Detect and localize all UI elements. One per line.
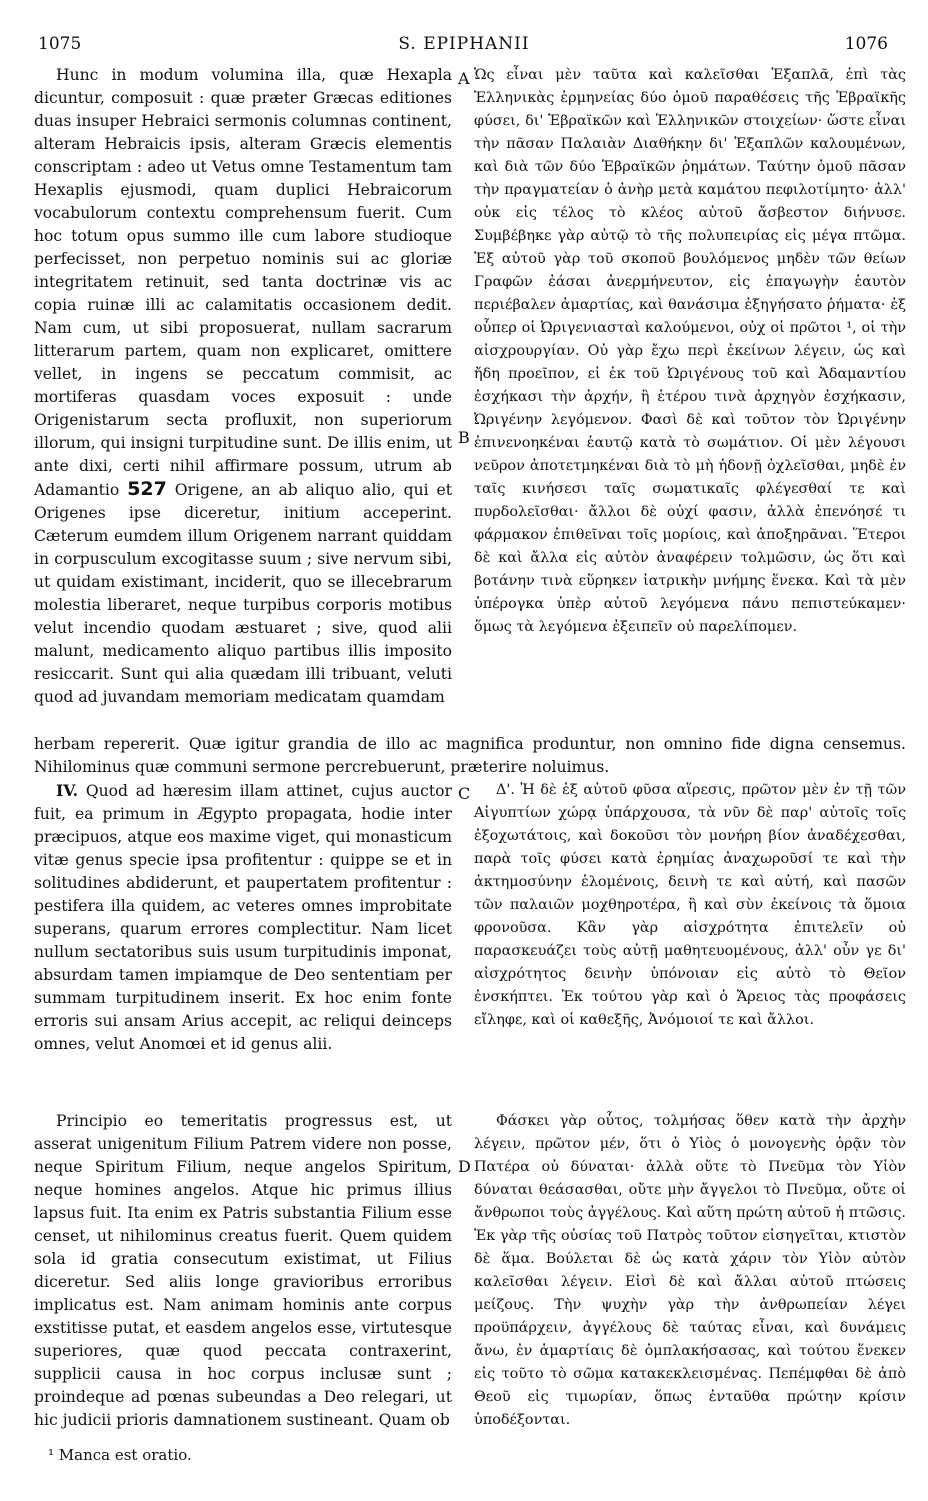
greek-paragraph: Φάσκει γὰρ οὗτος, τολμήσας ὅθεν κατὰ τὴν ἀρχὴν λέγειν, πρῶτον μέν, ὅτι ὁ Υἱὸς ὁ μονογενὴς ὁρᾷν τὸν Πατέρα οὐ δύναται· ἀλλὰ οὔτε τὸ Πνεῦμα τὸν Υἱὸν δύναται θεάσασθαι, οὔτε μὴν ἄγγελοι τὸ Πνεῦμα, οὔτε οἱ ἄνθρωποι τοὺς ἀγγέλους. Καὶ αὕτη πρώτη αὐτοῦ ἡ πτῶσις. Ἐκ γὰρ τῆς οὐσίας τοῦ Πατρὸς τοῦτον εἰσηγεῖται, κτιστὸν δὲ ἅμα. Βούλεται δὲ ὡς κατὰ χάριν τὸν Υἱὸν αὐτὸν καλεῖσθαι λέγειν. Εἰσὶ δὲ καὶ ἄλλαι αὐτοῦ πτώσεις μείζους. Τὴν ψυχὴν γὰρ τὴν ἀνθρωπείαν λέγει προϋπάρχειν, ἀγγέλους δὲ ταύτας εἶναι, καὶ δυνάμεις ἄνω, ἐν ἁμαρτίαις δὲ ὀμπλακήσασας, καὶ τούτου ἕνεκεν εἰς τοῦτο τὸ σῶμα κατακεκλεισμένας. Πεπέμφθαι δὲ ἀπὸ Θεοῦ εἰς τιμωρίαν, ὅπως ἐνταῦθα πρώτην κρίσιν ὑποδέξονται.	[474, 1113, 906, 1428]
latin-paragraph	[34, 64, 452, 709]
migne-column-number: 527	[127, 478, 167, 500]
greek-section-a	[474, 64, 906, 639]
latin-text: Hunc in modum volumina illa, quæ Hexapla dicuntur, composuit : quæ præter Græcas editiones duas insuper Hebraici sermonis columnas continent, alteram Hebraicis ipsis, alteram Græcis elementis conscriptam : adeo ut Vetus omne Testamentum tam Hexaplis ejusmodi, quam duplici Hebraicorum vocabulorum contextu comprehensum fuerit. Cum hoc totum opus summo ille cum labore studioque perfecisset, non perpetuo nominis sui ac gloriæ integritatem retinuit, sed tanta doctrinæ vis ac copia ruinæ illi ac calamitatis occasionem dedit. Nam cum, ut sibi proposuerat, nullam sacrarum litterarum partem, quam non explicaret, omittere vellet, in ingens se peccatum commisit, ac mortiferas quasdam voces exposuit : unde Origenistarum secta profluxit, non superiorum illorum, qui insigni turpitudine sunt. De illis enim, ut ante dixi, certi nihil affirmare possum, utrum ab Adamantio	[34, 66, 452, 499]
latin-paragraph: Principio eo temeritatis progressus est, ut asserat unigenitum Filium Patrem videre non posse, neque Spiritum Filium, neque angelos Spiritum, neque homines angelos. Atque hic primus illius lapsus fuit. Ita enim ex Patris substantia Filium esse censet, ut nihilominus creatus fuerit. Quem quidem solа id gratia consecutum existimat, ut Filius diceretur. Sed aliis longe gravioribus erroribus implicatus est. Nam animam hominis ante corpus exstitisse putat, et easdem angelos esse, virtutesque superiores, quæ quod peccata contraxerint, supplicii causa in hoc corpus inclusæ sunt ; proindeque ad pœnas subeundas a Deo relegari, ut hic judicii prioris damnationem sustineant. Quam ob	[34, 1112, 452, 1429]
footnote: ¹ Manca est oratio.	[48, 1446, 192, 1464]
column-number-right: 1076	[844, 34, 888, 54]
greek-section-c	[474, 779, 906, 1032]
margin-letter-b: B	[458, 428, 470, 447]
latin-paragraph	[34, 779, 452, 1056]
section-number: IV.	[56, 781, 79, 800]
running-title: S. EPIPHANII	[398, 34, 530, 54]
latin-section-a	[34, 64, 452, 709]
greek-paragraph: Δ'. Ἡ δὲ ἐξ αὐτοῦ φῦσα αἵρεσις, πρῶτον μὲν ἐν τῇ τῶν Αἰγυπτίων χώρᾳ ὑπάρχουσα, τὰ νῦν δὲ παρ' αὐτοῖς τοῖς ἐξοχωτάτοις, καὶ δοκοῦσι τὸν μονήρη βίον ἀναδέχεσθαι, παρὰ τοῖς φύσει κατὰ ἐρημίας ἀναχωροῦσί τε καὶ τὴν ἀκτημοσύνην ἑλομένοις, δεινὴ τε καὶ αὐτή, καὶ πασῶν τῶν παλαιῶν μοχθηροτέρα, ἢ καὶ σὺν ἐκείνοις τὰ ὅμοια φρονοῦσα. Κἂν γὰρ αἰσχρότητα ἐπιτελεῖν οὐ παρασκευάζει τοὺς αὐτῇ μαθητευομένους, ἀλλ' οὖν γε δι' αἰσχρότητος δεινὴν ὑπόνοιαν εἰς αὐτὸ τὸ Θεῖον ἐνσκήπτει. Ἐκ τούτου γὰρ καὶ ὁ Ἄρειος τὰς προφάσεις εἴληφε, καὶ οἱ καθεξῆς, Ἀνόμοιοί τε καὶ ἄλλοι.	[474, 782, 906, 1028]
margin-letter-c: C	[458, 784, 471, 803]
latin-text: Quod ad hæresim illam attinet, cujus auctor fuit, ea primum in Ægypto propagata, hodie inter præcipuos, atque eos maxime viget, qui monasticum vitæ genus specie ipsa profitentur : quippe se et in solitudines abdiderunt, et paupertatem profitentur : pestifera illa quidem, ac veteres omnes improbitate superans, quarum errores complectitur. Nam licet nullum sectatoribus suis usum turpitudinis imponat, absurdam tamen impiamque de Deo sententiam per summam turpitudinem inserit. Ex hoc enim fonte erroris sui ansam Arius accepit, ac reliqui deinceps omnes, velut Anomœi et id genus alii.	[34, 782, 452, 1053]
latin-section-d	[34, 1110, 452, 1432]
column-number-left: 1075	[38, 34, 82, 54]
margin-letter-d: D	[458, 1157, 471, 1176]
margin-letter-a: A	[458, 69, 470, 88]
latin-text: Origene, an ab aliquo alio, qui et Origenes ipse diceretur, initium acceperint. Cæterum eumdem illum Origenem narrant quiddam in corpusculum excogitasse suum ; sive nervum sibi, ut quidam existimant, inciderit, quo se illecebrarum molestia liberaret, neque turpibus corporis motibus velut incendio quodam æstuaret ; sive, quod alii malunt, medicamento aliquo partibus illis imposito resiccarit. Sunt qui alia quædam illi tribuant, veluti quod ad juvandam memoriam medicatam quamdam	[34, 481, 452, 706]
latin-section-c	[34, 779, 452, 1056]
greek-section-d	[474, 1110, 906, 1432]
greek-paragraph: Ὡς εἶναι μὲν ταῦτα καὶ καλεῖσθαι Ἑξαπλᾶ, ἐπὶ τὰς Ἑλληνικὰς ἑρμηνείας δύο ὁμοῦ παραθέσεις τῆς Ἑβραϊκῆς φύσει, δι' Ἑβραϊκῶν καὶ Ἑλληνικῶν στοιχείων· ὥστε εἶναι τὴν πᾶσαν Παλαιὰν Διαθήκην δι' Ἑξαπλῶν καλουμένων, καὶ διὰ τῶν δύο Ἑβραϊκῶν ῥημάτων. Ταύτην ὁμοῦ πᾶσαν τὴν πραγματείαν ὁ ἀνὴρ μετὰ καμάτου πεφιλοτίμητο· ἀλλ' οὐκ εἰς τέλος τὸ κλέος αὐτοῦ ἄσβεστον διήνυσε. Συμβέβηκε γὰρ αὐτῷ τὸ τῆς πολυπειρίας εἰς μέγα πτῶμα. Ἐξ αὐτοῦ γὰρ τοῦ σκοποῦ βουλόμενος μηδὲν τῶν θείων Γραφῶν ἐάσαι ἀνερμήνευτον, εἰς ἐπαγωγὴν ἑαυτὸν περιέβαλεν ἁμαρτίας, καὶ θανάσιμα ἐξηγήσατο ῥήματα· ἐξ οὗπερ οἱ Ὠριγενιασταὶ καλούμενοι, οὐχ οἱ πρῶτοι ¹, οἱ τὴν αἰσχρουργίαν. Οὐ γὰρ ἔχω περὶ ἐκείνων λέγειν, ὡς καὶ ἤδη προεῖπον, εἰ ἐκ τοῦ Ὠριγένους τοῦ καὶ Ἀδαμαντίου ἐσχήκασι τὴν ἀρχήν, ἢ ἑτέρου τινὰ ἀρχηγὸν ἐσχήκασιν, Ὠριγένην λεγόμενον. Φασὶ δὲ καὶ τοῦτον τὸν Ὠριγένην ἐπινενοηκέναι ἑαυτῷ κατὰ τὸ σωμάτιον. Οἱ μὲν λέγουσι νεῦρον ἀποτετμηκέναι διὰ τὸ μὴ ἡδονῇ ὀχλεῖσθαι, μηδὲ ἐν ταῖς κινήσεσι ταῖς σωματικαῖς φλέγεσθαί τε καὶ πυρδολεῖσθαι· ἄλλοι δὲ οὐχί φασιν, ἀλλὰ ἐπενόησέ τι φάρμακον ἐπιθεῖναι τοῖς μορίοις, καὶ ἀποξηρᾶναι. Ἕτεροι δὲ καὶ ἄλλα εἰς αὐτὸν ἀναφέρειν τολμῶσιν, ὡς ὅτι καὶ βοτάνην τινὰ εὕρηκεν ἰατρικὴν μνήμης ἕνεκα. Καὶ τὰ μὲν ὑπέρογκα ὑπὲρ αὐτοῦ λεγόμενα πάνυ πεπιστεύκαμεν· ὅμως τὰ λεγόμενα ἐξειπεῖν οὐ παρελίπομεν.	[474, 67, 906, 635]
latin-full-width-lines: herbam repererit. Quæ igitur grandia de illo ac magnifica produntur, non omnino fide digna censemus. Nihilominus quæ communi sermone percrebuerunt, præterire noluimus.	[34, 735, 906, 776]
